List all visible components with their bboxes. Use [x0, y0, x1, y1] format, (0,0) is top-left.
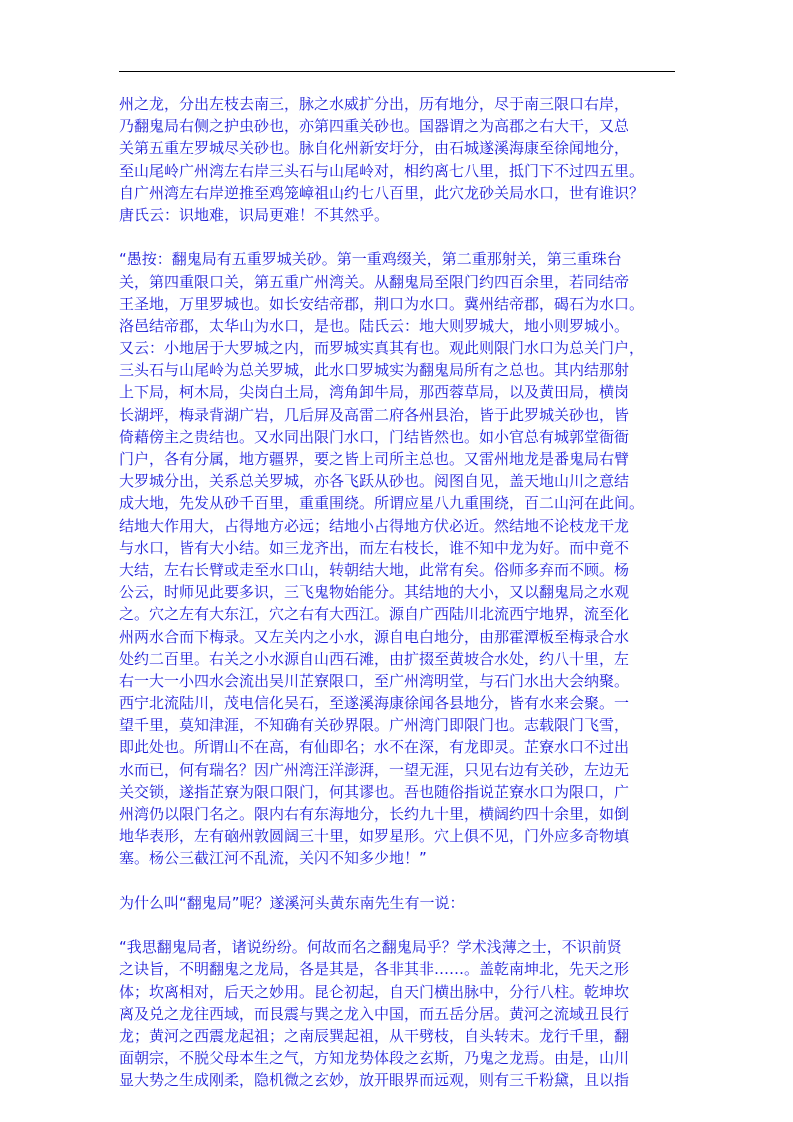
text-line: 关交锁，遂指芷寮为限口限门，何其谬也。吾也随俗指说芷寮水口为限口，广	[119, 782, 630, 801]
text-line: 结地大作用大，占得地方必远；结地小占得地方伏必近。然结地不论枝龙干龙	[119, 516, 630, 535]
text-line: 乃翻鬼局右侧之护虫砂也，亦第四重关砂也。国器谓之为高郡之右大干，又总	[119, 117, 630, 136]
text-line: 关，第四重限口关，第五重广州湾关。从翻鬼局至限门约四百余里，若同结帝	[119, 272, 630, 291]
paragraph-2-quote	[119, 248, 679, 869]
text-line: 上下局，柯木局，尖岗白土局，湾角卸牛局，那西蓉草局，以及黄田局，横岗	[119, 383, 630, 402]
paragraph-4-quote	[119, 936, 679, 1091]
text-line: 门户，各有分属，地方疆界，要之皆上司所主总也。又雷州地龙是番鬼局右臂	[119, 450, 630, 468]
text-line: 之诀旨，不明翻鬼之龙局，各是其是，各非其非……。盖乾南坤北，先天之形	[119, 960, 630, 979]
text-line: 体；坎离相对，后天之妙用。昆仑初起，自天门横出脉中，分行八柱。乾坤坎	[119, 982, 630, 1001]
document-body	[119, 93, 679, 1091]
paragraph-gap	[119, 870, 679, 892]
text-line: 即此处也。所谓山不在高，有仙即名；水不在深，有龙即灵。芷寮水口不过出	[119, 738, 630, 757]
text-line: 州之龙，分出左枝去南三，脉之水威扩分出，历有地分，尽于南三限口右岸，	[119, 95, 630, 113]
text-line: 右一大一小四水会流出吴川芷寮限口，至广州湾明堂，与石门水出大会纳聚。	[119, 671, 630, 690]
text-line: 长湖坪，梅录背湖广岩，几后屏及高雷二府各州县治，皆于此罗城关砂也，皆	[119, 405, 630, 424]
text-line: 关第五重左罗城尽关砂也。脉自化州新安圩分，由石城遂溪海康至徐闻地分，	[119, 139, 630, 158]
text-line: 为什么叫“翻鬼局”呢？遂溪河头黄东南先生有一说：	[119, 893, 465, 912]
text-line: 大罗城分出，关系总关罗城，亦各飞跃从砂也。阅图自见，盖天地山川之意结	[119, 472, 630, 491]
text-line: 地华表形，左有硇州敦圆阔三十里，如罗星形。穴上俱不见，门外应多奇物填	[119, 827, 630, 846]
text-line: 龙；黄河之西震龙起祖；之南辰巽起祖，从干劈枝，自头转末。龙行千里，翻	[119, 1026, 630, 1045]
header-rule	[119, 71, 675, 72]
paragraph-gap	[119, 226, 679, 248]
text-line: 大结，左右长臂或走至水口山，转朝结大地，此常有矣。俗师多弃而不顾。杨	[119, 560, 630, 579]
paragraph-gap	[119, 914, 679, 936]
paragraph-1	[119, 93, 679, 226]
text-line: 至山尾岭广州湾左右岸三头石与山尾岭对，相约离七八里，抵门下不过四五里。	[119, 161, 645, 180]
text-line: 三头石与山尾岭为总关罗城，此水口罗城实为翻鬼局所有之总也。其内结那射	[119, 361, 630, 380]
text-line: 倚藉傍主之贵结也。又水同出限门水口，门结皆然也。如小官总有城郭堂衙衙	[119, 427, 630, 446]
text-line: 塞。杨公三截江河不乱流，关闪不知多少地！”	[119, 849, 427, 868]
text-line: 望千里，莫知津涯，不知确有关砂界限。广州湾门即限门也。志载限门飞雪，	[119, 716, 630, 735]
text-line: 自广州湾左右岸逆推至鸡笼嶂祖山约七八百里，此穴龙砂关局水口，世有谁识？	[119, 183, 645, 202]
text-line: 处约二百里。右关之小水源自山西石滩，由扩掇至黄坡合水处，约八十里，左	[119, 649, 630, 668]
text-line: “愚按：翻鬼局有五重罗城关砂。第一重鸡缀关，第二重那射关，第三重珠台	[119, 250, 622, 269]
text-line: 成大地，先发从砂千百里，重重围绕。所谓应星八九重围绕，百二山河在此间。	[119, 494, 645, 513]
text-line: 州两水合而下梅录。又左关内之小水，源自电白地分，由那霍潭板至梅录合水	[119, 627, 630, 646]
text-line: 洛邑结帝郡，太华山为水口，是也。陆氏云：地大则罗城大，地小则罗城小。	[119, 316, 630, 335]
text-line: 公云，时师见此要多识，三飞鬼物始能分。其结地的大小，又以翻鬼局之水观	[119, 583, 630, 602]
text-line: “我思翻鬼局者，诸说纷纷。何故而名之翻鬼局乎？学术浅薄之士，不识前贤	[119, 938, 622, 957]
text-line: 州湾仍以限门名之。限内右有东海地分，长约九十里，横阔约四十余里，如倒	[119, 805, 630, 823]
text-line: 与水口，皆有大小结。如三龙齐出，而左右枝长，谁不知中龙为好。而中竟不	[119, 538, 630, 557]
text-line: 唐氏云：识地难，识局更难！不其然乎。	[119, 205, 390, 224]
text-line: 之。穴之左有大东江，穴之右有大西江。源自广西陆川北流西宁地界，流至化	[119, 605, 630, 624]
text-line: 又云：小地居于大罗城之内，而罗城实真其有也。观此则限门水口为总关门户，	[119, 339, 645, 358]
text-line: 水而已，何有瑞名？因广州湾汪洋澎湃，一望无涯，只见右边有关砂，左边无	[119, 760, 630, 779]
text-line: 西宁北流陆川，茂电信化吴石，至遂溪海康徐闻各县地分，皆有水来会聚。一	[119, 694, 630, 713]
text-line: 显大势之生成刚柔，隐机微之玄妙，放开眼界而远观，则有三千粉黛，且以指	[119, 1071, 630, 1090]
text-line: 离及兑之龙往西域，而艮震与巽之龙入中国，而五岳分居。黄河之流域丑艮行	[119, 1004, 630, 1023]
paragraph-3-question	[119, 892, 679, 914]
text-line: 王圣地，万里罗城也。如长安结帝郡，荆口为水口。冀州结帝郡，碣石为水口。	[119, 294, 645, 313]
text-line: 面朝宗，不脱父母本生之气，方知龙势体段之玄斯，乃鬼之龙焉。由是，山川	[119, 1049, 630, 1068]
